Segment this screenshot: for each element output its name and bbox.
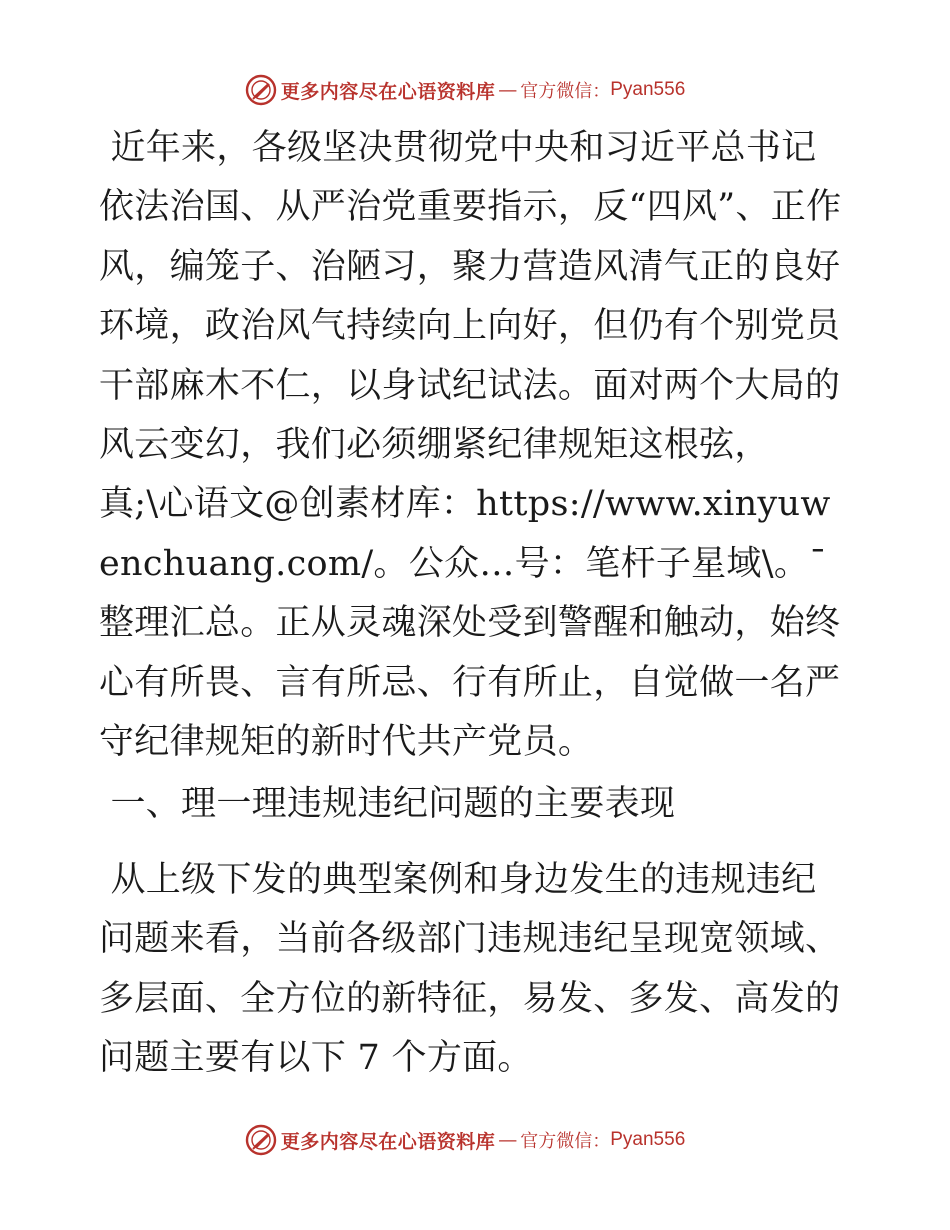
banner-contact-label: 官方微信： <box>520 81 611 102</box>
footer-banner <box>0 1120 950 1160</box>
banner-contact-id: Pyan556 <box>610 1129 686 1150</box>
banner-site-text: 更多内容尽在心语资料库 <box>280 80 496 103</box>
banner-site-text: 更多内容尽在心语资料库 <box>280 1130 496 1153</box>
seal-logo-icon <box>245 74 277 106</box>
seal-logo-icon <box>245 1124 277 1156</box>
banner-contact-id: Pyan556 <box>610 79 686 100</box>
banner-separator: — <box>498 79 518 101</box>
header-banner <box>0 70 950 110</box>
banner-contact-label: 官方微信： <box>520 1131 611 1152</box>
banner-separator: — <box>498 1129 518 1151</box>
body-paragraph-2: 从上级下发的典型案例和身边发生的违规违纪问题来看，当前各级部门违规违纪呈现宽领域、多层面、全方位的新特征，易发、多发、高发的问题主要有以下 7 个方面。 <box>99 860 841 1079</box>
body-paragraph-1: 近年来，各级坚决贯彻党中央和习近平总书记依法治国、从严治党重要指示，反“四风”、正作风，编笼子、治陋习，聚力营造风清气正的良好环境，政治风气持续向上向好，但仍有个别党员干部麻木不仁，以身试纪试法。面对两个大局的风云变幻，我们必须绷紧纪律规矩这根弦，真;\心语文@创素材库：https://www.xinyuwenchuang.com/。公众…号：笔杆子星域\。¯整理汇总。正从灵魂深处受到警醒和触动，始终心有所畏、言有所忌、行有所止，自觉做一名严守纪律规矩的新时代共产党员。 <box>99 128 842 763</box>
section-heading-1: 一、理一理违规违纪问题的主要表现 <box>99 784 676 824</box>
